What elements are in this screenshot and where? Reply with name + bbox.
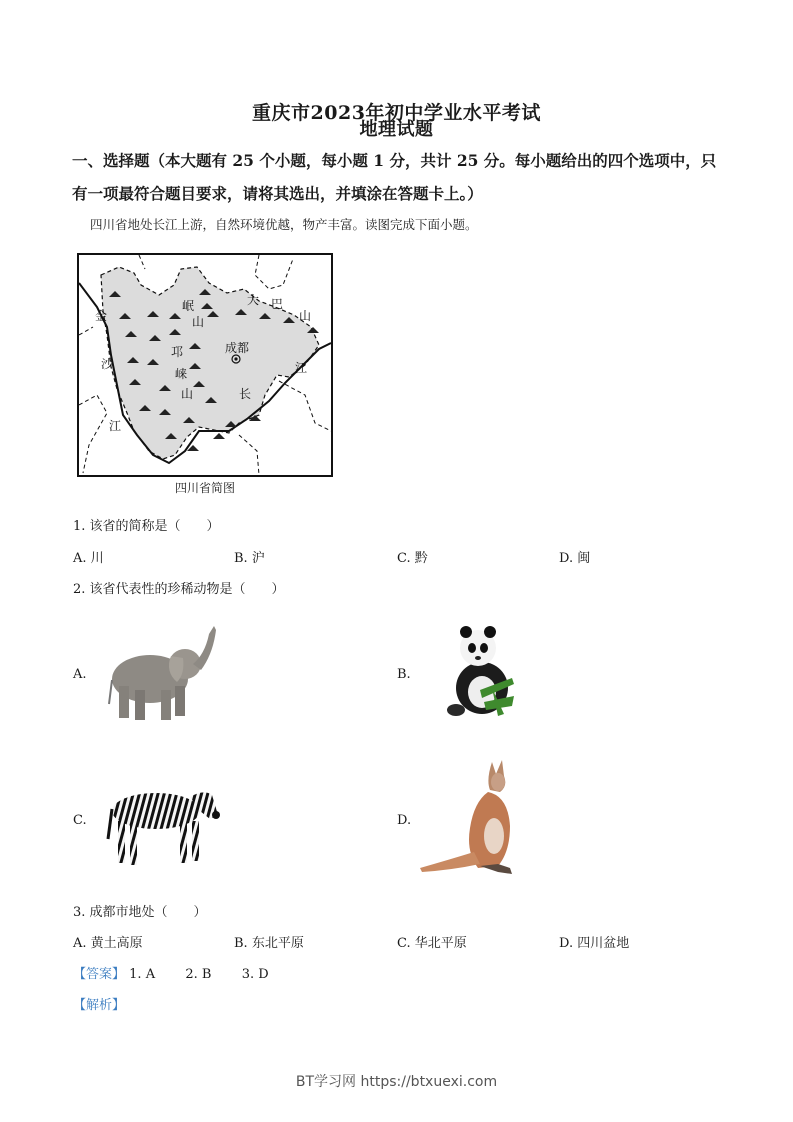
map-label: 山	[192, 315, 205, 329]
zebra-image	[104, 781, 222, 871]
question-2-option-b[interactable]: B.	[397, 667, 411, 682]
giant-panda-image	[442, 618, 517, 720]
question-1-option-b[interactable]: B. 沪	[234, 551, 265, 566]
map-label: 岷	[182, 299, 195, 313]
exam-title: 重庆市2023年初中学业水平考试	[252, 102, 541, 124]
intro-text: 四川省地处长江上游，自然环境优越，物产丰富。读图完成下面小题。	[90, 217, 478, 232]
question-1-stem: 1. 该省的简称是（ ）	[73, 519, 220, 534]
paper-subtitle: 地理试题	[359, 119, 434, 140]
question-3-option-d[interactable]: D. 四川盆地	[559, 936, 630, 951]
map-label: 山	[181, 387, 194, 401]
question-2-stem: 2. 该省代表性的珍稀动物是（ ）	[73, 582, 285, 597]
map-label: 金	[95, 309, 108, 323]
answer-item: 2. B	[185, 967, 212, 982]
question-2-option-c[interactable]: C.	[73, 813, 87, 828]
question-1-option-a[interactable]: A. 川	[73, 551, 104, 566]
kangaroo-image	[418, 756, 523, 876]
map-label: 邛	[171, 345, 184, 359]
map-label: 沙	[101, 357, 114, 371]
question-3-option-c[interactable]: C. 华北平原	[397, 936, 467, 951]
elephant-image	[105, 624, 220, 724]
map-label: 山	[299, 309, 312, 323]
map-label: 长	[239, 387, 252, 401]
map-label: 成都	[225, 341, 250, 355]
answer-item: 1. A	[129, 967, 156, 982]
question-3-option-a[interactable]: A. 黄土高原	[73, 936, 143, 951]
question-3-stem: 3. 成都市地处（ ）	[73, 905, 207, 920]
section-heading-line2: 有一项最符合题目要求，请将其选出，并填涂在答题卡上。）	[72, 184, 483, 203]
answer-line	[73, 963, 269, 982]
analysis-tag: 【解析】	[73, 998, 126, 1013]
answer-item: 3. D	[241, 967, 269, 982]
question-1-option-c[interactable]: C. 黔	[397, 551, 428, 566]
map-label: 江	[295, 361, 308, 375]
sichuan-map	[77, 253, 333, 477]
answer-tag: 【答案】	[73, 967, 126, 982]
section-heading	[72, 144, 722, 210]
question-3-option-b[interactable]: B. 东北平原	[234, 936, 304, 951]
footer-watermark: BT学习网 https://btxuexi.com	[295, 1074, 498, 1090]
question-2-option-a[interactable]: A.	[73, 667, 87, 682]
map-label: 崃	[175, 367, 188, 381]
map-label: 大	[247, 293, 260, 307]
map-graphic	[79, 255, 331, 475]
section-heading-line1: 一、选择题（本大题有 25 个小题，每小题 1 分，共计 25 分。每小题给出的四个选项中，只	[72, 151, 717, 170]
map-caption: 四川省简图	[174, 481, 235, 495]
analysis-line	[73, 994, 125, 1013]
question-1-option-d[interactable]: D. 闽	[559, 551, 591, 566]
map-label: 江	[109, 419, 122, 433]
question-2-option-d[interactable]: D.	[397, 813, 412, 828]
map-label: 巴	[271, 297, 284, 311]
